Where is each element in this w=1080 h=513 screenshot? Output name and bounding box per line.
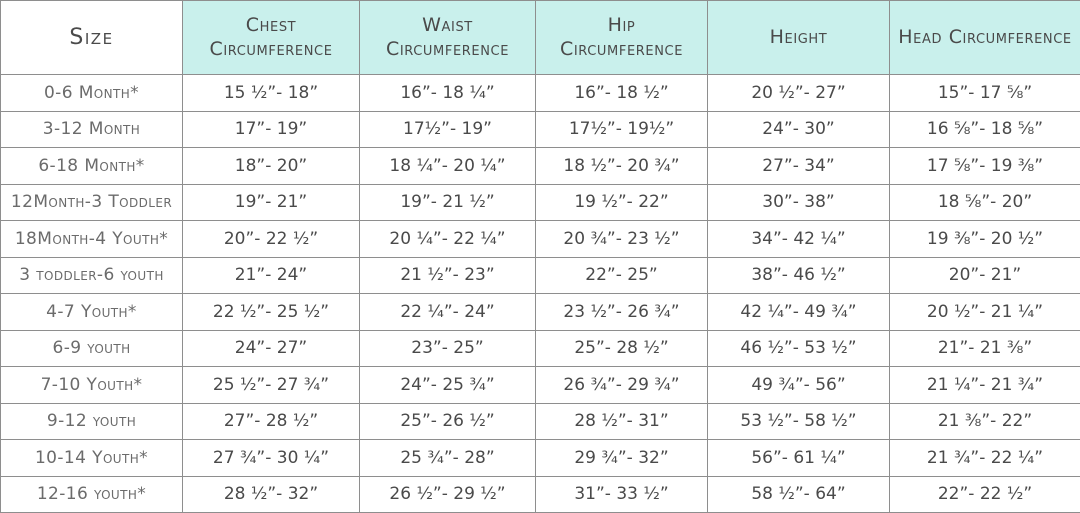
table-row xyxy=(1,403,1080,440)
cell-height: 24”- 30” xyxy=(708,111,890,148)
cell-height: 53 ½”- 58 ½” xyxy=(708,403,890,440)
cell-chest: 20”- 22 ½” xyxy=(183,221,360,258)
cell-head: 20 ½”- 21 ¼” xyxy=(890,294,1080,331)
cell-height: 38”- 46 ½” xyxy=(708,257,890,294)
column-header-waist-line1: Waist xyxy=(362,14,533,38)
column-header-hip-line2: Circumference xyxy=(538,38,705,62)
cell-hip: 22”- 25” xyxy=(536,257,708,294)
cell-waist: 17½”- 19” xyxy=(360,111,536,148)
row-label: 6-9 youth xyxy=(1,330,183,367)
cell-height: 30”- 38” xyxy=(708,184,890,221)
table-row xyxy=(1,221,1080,258)
column-header-head-label: Head Circumference xyxy=(892,26,1078,50)
table-row xyxy=(1,476,1080,513)
cell-height: 42 ¼”- 49 ¾” xyxy=(708,294,890,331)
table-row xyxy=(1,330,1080,367)
table-body xyxy=(1,75,1080,513)
table-row xyxy=(1,184,1080,221)
column-header-head xyxy=(890,1,1080,75)
cell-chest: 15 ½”- 18” xyxy=(183,75,360,112)
cell-head: 19 ⅜”- 20 ½” xyxy=(890,221,1080,258)
cell-height: 49 ¾”- 56” xyxy=(708,367,890,404)
cell-head: 21 ¾”- 22 ¼” xyxy=(890,440,1080,477)
cell-hip: 19 ½”- 22” xyxy=(536,184,708,221)
cell-head: 21 ⅜”- 22” xyxy=(890,403,1080,440)
cell-waist: 23”- 25” xyxy=(360,330,536,367)
cell-hip: 23 ½”- 26 ¾” xyxy=(536,294,708,331)
cell-hip: 16”- 18 ½” xyxy=(536,75,708,112)
column-header-height-label: Height xyxy=(710,26,887,50)
column-header-size-label: Size xyxy=(69,25,113,50)
cell-waist: 16”- 18 ¼” xyxy=(360,75,536,112)
cell-waist: 26 ½”- 29 ½” xyxy=(360,476,536,513)
cell-waist: 25”- 26 ½” xyxy=(360,403,536,440)
cell-chest: 22 ½”- 25 ½” xyxy=(183,294,360,331)
cell-height: 56”- 61 ¼” xyxy=(708,440,890,477)
cell-waist: 20 ¼”- 22 ¼” xyxy=(360,221,536,258)
cell-head: 22”- 22 ½” xyxy=(890,476,1080,513)
cell-height: 46 ½”- 53 ½” xyxy=(708,330,890,367)
column-header-chest xyxy=(183,1,360,75)
table-header xyxy=(1,1,1080,75)
cell-chest: 17”- 19” xyxy=(183,111,360,148)
row-label: 12Month-3 Toddler xyxy=(1,184,183,221)
cell-chest: 25 ½”- 27 ¾” xyxy=(183,367,360,404)
table-row xyxy=(1,257,1080,294)
cell-chest: 27”- 28 ½” xyxy=(183,403,360,440)
cell-hip: 28 ½”- 31” xyxy=(536,403,708,440)
table-row xyxy=(1,440,1080,477)
cell-hip: 17½”- 19½” xyxy=(536,111,708,148)
cell-chest: 21”- 24” xyxy=(183,257,360,294)
header-row xyxy=(1,1,1080,75)
cell-waist: 19”- 21 ½” xyxy=(360,184,536,221)
cell-height: 20 ½”- 27” xyxy=(708,75,890,112)
column-header-chest-line1: Chest xyxy=(185,14,357,38)
cell-chest: 27 ¾”- 30 ¼” xyxy=(183,440,360,477)
cell-hip: 26 ¾”- 29 ¾” xyxy=(536,367,708,404)
cell-head: 17 ⅝”- 19 ⅜” xyxy=(890,148,1080,185)
row-label: 9-12 youth xyxy=(1,403,183,440)
cell-head: 18 ⅝”- 20” xyxy=(890,184,1080,221)
table-row xyxy=(1,367,1080,404)
cell-waist: 25 ¾”- 28” xyxy=(360,440,536,477)
cell-hip: 18 ½”- 20 ¾” xyxy=(536,148,708,185)
cell-chest: 19”- 21” xyxy=(183,184,360,221)
column-header-waist xyxy=(360,1,536,75)
cell-head: 21 ¼”- 21 ¾” xyxy=(890,367,1080,404)
cell-waist: 24”- 25 ¾” xyxy=(360,367,536,404)
row-label: 18Month-4 Youth* xyxy=(1,221,183,258)
row-label: 4-7 Youth* xyxy=(1,294,183,331)
row-label: 0-6 Month* xyxy=(1,75,183,112)
cell-hip: 31”- 33 ½” xyxy=(536,476,708,513)
column-header-size xyxy=(1,1,183,75)
cell-waist: 22 ¼”- 24” xyxy=(360,294,536,331)
cell-height: 27”- 34” xyxy=(708,148,890,185)
row-label: 3-12 Month xyxy=(1,111,183,148)
cell-head: 20”- 21” xyxy=(890,257,1080,294)
row-label: 3 toddler-6 youth xyxy=(1,257,183,294)
row-label: 6-18 Month* xyxy=(1,148,183,185)
column-header-waist-line2: Circumference xyxy=(362,38,533,62)
row-label: 12-16 youth* xyxy=(1,476,183,513)
cell-waist: 18 ¼”- 20 ¼” xyxy=(360,148,536,185)
cell-chest: 18”- 20” xyxy=(183,148,360,185)
column-header-hip xyxy=(536,1,708,75)
column-header-chest-line2: Circumference xyxy=(185,38,357,62)
row-label: 7-10 Youth* xyxy=(1,367,183,404)
cell-chest: 28 ½”- 32” xyxy=(183,476,360,513)
table-row xyxy=(1,294,1080,331)
cell-hip: 29 ¾”- 32” xyxy=(536,440,708,477)
column-header-hip-line1: Hip xyxy=(538,14,705,38)
cell-height: 34”- 42 ¼” xyxy=(708,221,890,258)
table-row xyxy=(1,148,1080,185)
table-row xyxy=(1,111,1080,148)
cell-chest: 24”- 27” xyxy=(183,330,360,367)
row-label: 10-14 Youth* xyxy=(1,440,183,477)
cell-head: 16 ⅝”- 18 ⅝” xyxy=(890,111,1080,148)
cell-hip: 25”- 28 ½” xyxy=(536,330,708,367)
column-header-height xyxy=(708,1,890,75)
cell-height: 58 ½”- 64” xyxy=(708,476,890,513)
cell-head: 15”- 17 ⅝” xyxy=(890,75,1080,112)
cell-waist: 21 ½”- 23” xyxy=(360,257,536,294)
cell-hip: 20 ¾”- 23 ½” xyxy=(536,221,708,258)
cell-head: 21”- 21 ⅜” xyxy=(890,330,1080,367)
table-row xyxy=(1,75,1080,112)
